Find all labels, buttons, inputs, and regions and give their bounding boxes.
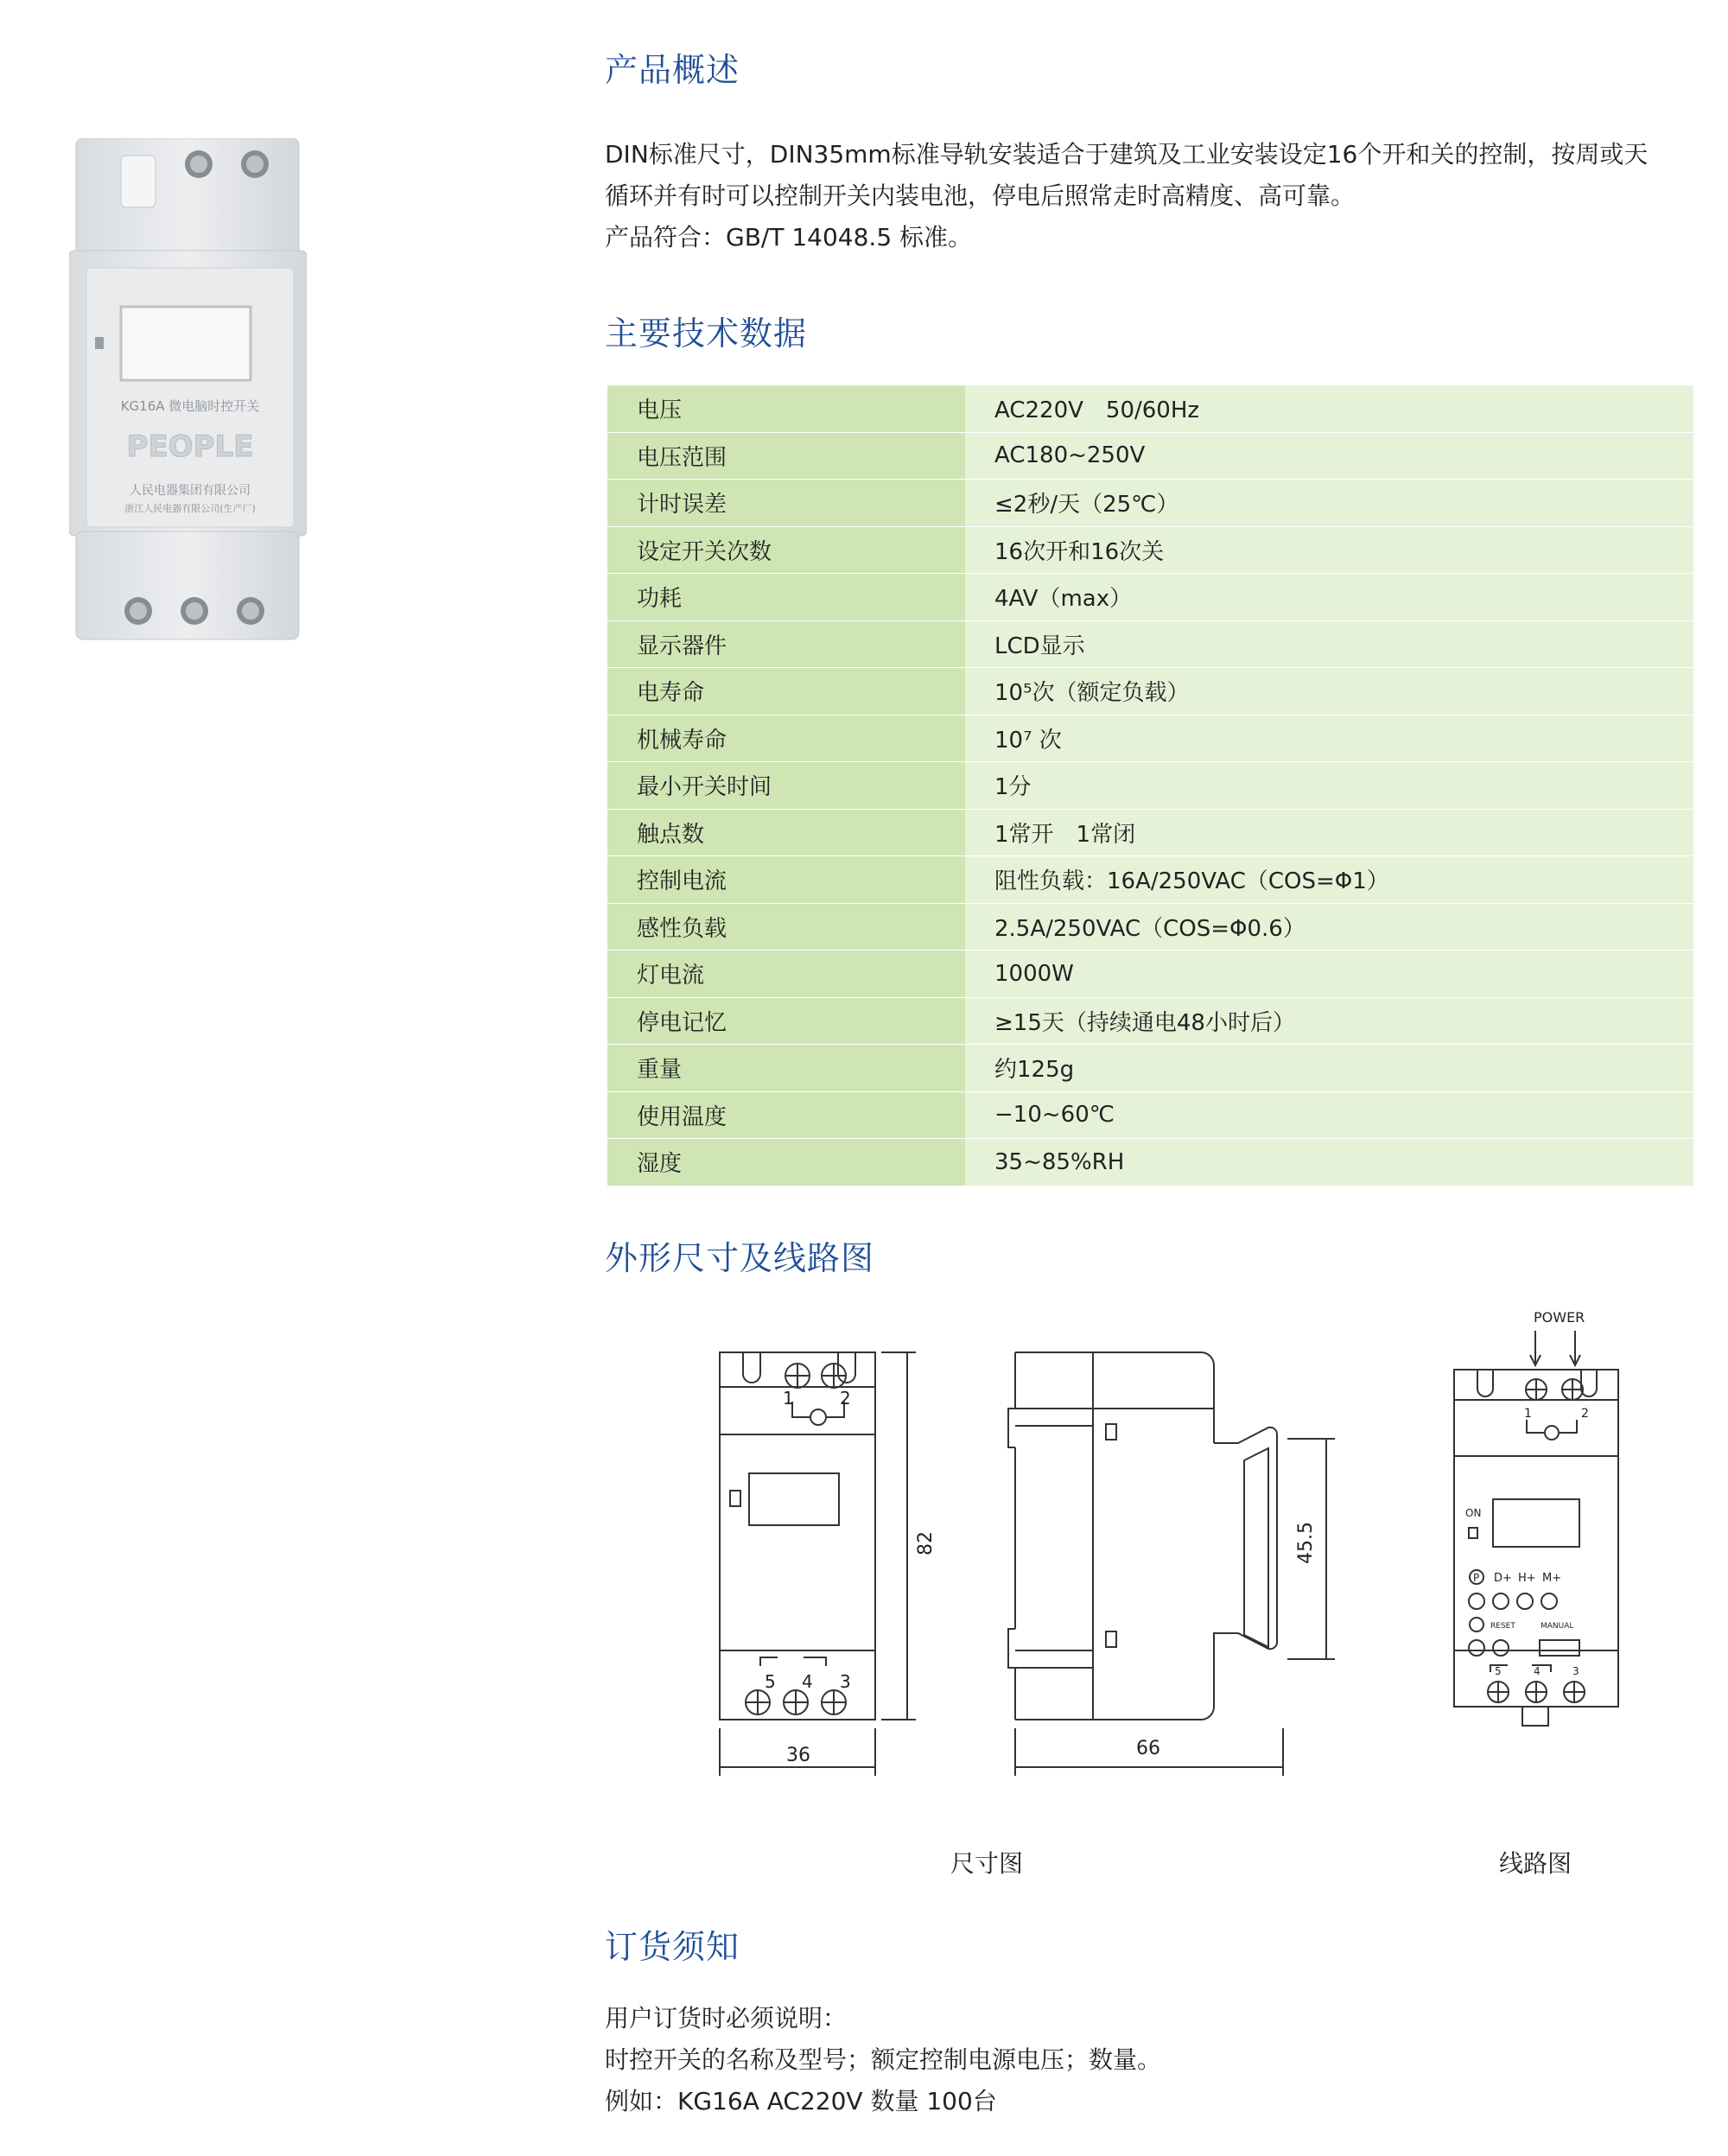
image-model-label: KG16A 微电脑时控开关	[120, 398, 260, 414]
spec-key: 灯电流	[607, 951, 965, 998]
spec-value: ≤2秒/天（25℃）	[965, 480, 1693, 527]
spec-row	[607, 903, 1693, 951]
spec-row	[607, 1045, 1693, 1092]
dim-width: 36	[786, 1745, 810, 1766]
spec-key: 机械寿命	[607, 715, 965, 762]
overview-line: DIN标准尺寸，DIN35mm标准导轨安装适合于建筑及工业安装设定16个开和关的控制，按周或天	[605, 140, 1649, 169]
spec-row	[607, 951, 1693, 998]
reset-label: RESET	[1490, 1622, 1515, 1631]
spec-row	[607, 762, 1693, 810]
spec-value: 1分	[965, 762, 1693, 810]
power-label: POWER	[1534, 1309, 1585, 1326]
front-terminal-3: 3	[840, 1671, 851, 1692]
dimensions-title: 外形尺寸及线路图	[605, 1239, 875, 1277]
wiring-terminal-2: 2	[1581, 1407, 1589, 1421]
btn-m-label: M+	[1542, 1572, 1562, 1585]
spec-row	[607, 809, 1693, 856]
spec-table	[607, 385, 1693, 1186]
spec-key: 设定开关次数	[607, 526, 965, 574]
spec-row	[607, 715, 1693, 762]
spec-row	[607, 997, 1693, 1045]
btn-p-label: P	[1473, 1572, 1480, 1584]
spec-key: 停电记忆	[607, 997, 965, 1045]
dim-rail: 45.5	[1295, 1522, 1317, 1564]
spec-value: LCD显示	[965, 620, 1693, 668]
spec-value: 约125g	[965, 1045, 1693, 1092]
overview-line: 产品符合：GB/T 14048.5 标准。	[605, 223, 973, 251]
spec-key: 最小开关时间	[607, 762, 965, 810]
spec-value: 16次开和16次关	[965, 526, 1693, 574]
spec-key: 计时误差	[607, 480, 965, 527]
order-title: 订货须知	[605, 1928, 740, 1966]
front-view	[720, 1352, 916, 1776]
spec-row	[607, 620, 1693, 668]
front-terminal-5: 5	[765, 1671, 776, 1692]
spec-value: ≥15天（持续通电48小时后）	[965, 997, 1693, 1045]
spec-value: 35~85%RH	[965, 1139, 1693, 1186]
spec-value: 阻性负载：16A/250VAC（COS=Φ1）	[965, 856, 1693, 904]
order-text	[605, 1998, 1693, 2122]
spec-value: 1000W	[965, 951, 1693, 998]
dimension-drawing	[691, 1305, 1659, 1789]
side-view	[1008, 1352, 1335, 1776]
wiring-terminal-4: 4	[1534, 1665, 1541, 1677]
image-factory-label: 浙江人民电器有限公司(生产厂)	[124, 503, 256, 514]
spec-value: AC220V 50/60Hz	[965, 385, 1693, 432]
spec-key: 电压	[607, 385, 965, 432]
manual-label: MANUAL	[1541, 1622, 1574, 1631]
spec-row	[607, 668, 1693, 715]
spec-key: 使用温度	[607, 1091, 965, 1139]
spec-row	[607, 1091, 1693, 1139]
spec-key: 感性负载	[607, 903, 965, 951]
product-image	[69, 138, 307, 644]
dim-height: 82	[915, 1531, 937, 1555]
spec-value: 1常开 1常闭	[965, 809, 1693, 856]
spec-row	[607, 856, 1693, 904]
spec-value: AC180~250V	[965, 432, 1693, 480]
spec-key: 触点数	[607, 809, 965, 856]
spec-row	[607, 526, 1693, 574]
spec-key: 重量	[607, 1045, 965, 1092]
spec-value: 10⁷ 次	[965, 715, 1693, 762]
spec-value: 4AV（max）	[965, 574, 1693, 621]
spec-key: 湿度	[607, 1139, 965, 1186]
spec-row	[607, 385, 1693, 432]
wiring-terminal-1: 1	[1524, 1407, 1532, 1421]
overview-line: 循环并有时可以控制开关内装电池，停电后照常走时高精度、高可靠。	[605, 181, 1356, 210]
order-line: 例如：KG16A AC220V 数量 100台	[605, 2087, 997, 2115]
specs-title: 主要技术数据	[605, 315, 808, 353]
wiring-terminal-3: 3	[1572, 1665, 1579, 1677]
spec-value: 2.5A/250VAC（COS=Φ0.6）	[965, 903, 1693, 951]
spec-key: 电压范围	[607, 432, 965, 480]
on-label: ON	[1465, 1507, 1482, 1519]
front-terminal-4: 4	[802, 1671, 813, 1692]
spec-row	[607, 1139, 1693, 1186]
spec-value: −10~60℃	[965, 1091, 1693, 1139]
caption-dimensions: 尺寸图	[950, 1849, 1024, 1878]
wiring-terminal-5: 5	[1495, 1665, 1502, 1677]
overview-text	[605, 134, 1693, 258]
spec-value: 10⁵次（额定负载）	[965, 668, 1693, 715]
spec-key: 显示器件	[607, 620, 965, 668]
dim-depth: 66	[1136, 1738, 1160, 1759]
front-terminal-2: 2	[840, 1388, 851, 1409]
btn-h-label: H+	[1518, 1572, 1536, 1585]
spec-key: 电寿命	[607, 668, 965, 715]
spec-key: 控制电流	[607, 856, 965, 904]
order-line: 时控开关的名称及型号；额定控制电源电压；数量。	[605, 2045, 1162, 2074]
spec-row	[607, 480, 1693, 527]
spec-row	[607, 432, 1693, 480]
image-company-label: 人民电器集团有限公司	[130, 484, 251, 498]
spec-key: 功耗	[607, 574, 965, 621]
spec-row	[607, 574, 1693, 621]
image-brand-label: PEOPLE	[126, 429, 254, 464]
overview-title: 产品概述	[605, 51, 740, 89]
caption-wiring: 线路图	[1499, 1849, 1572, 1878]
front-terminal-1: 1	[783, 1388, 794, 1409]
btn-d-label: D+	[1494, 1572, 1512, 1585]
order-line: 用户订货时必须说明：	[605, 2004, 848, 2032]
